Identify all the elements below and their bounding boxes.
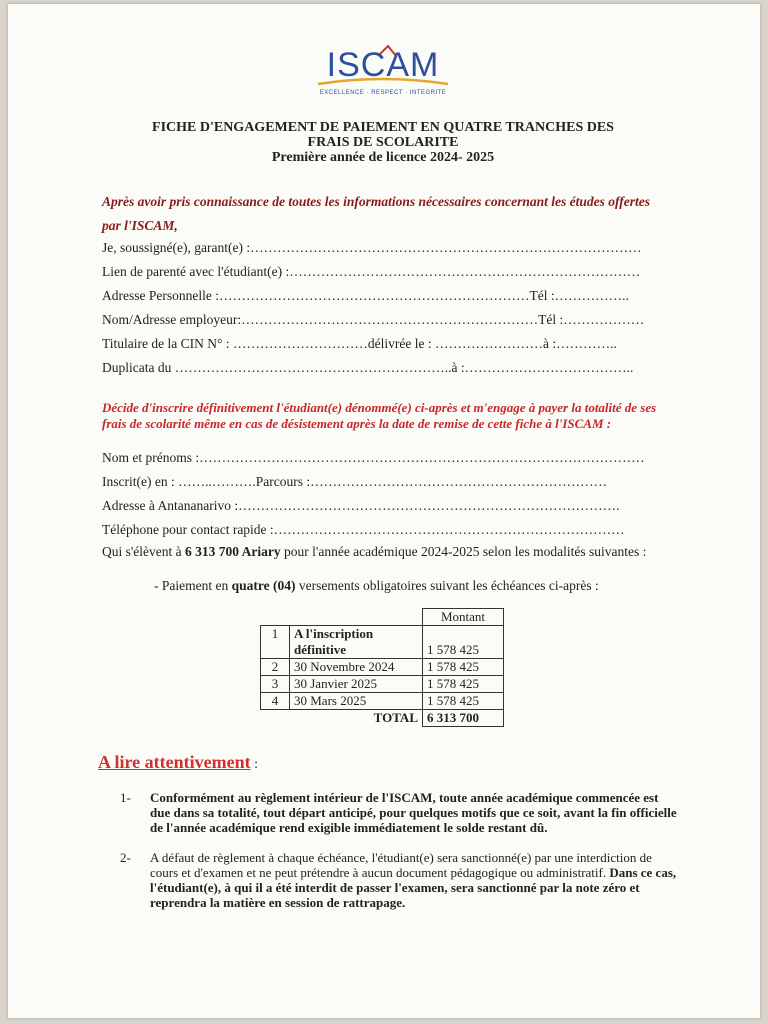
- field-student-name[interactable]: Nom et prénoms :………………………………………………………………………………………: [102, 450, 645, 465]
- decision-text: Décide d'inscrire définitivement l'étudiant(e) dénommé(e) ci-après et m'engage à payer la totalité de ses frais de scolarité même en cas de désistement après la date de remise de cette fiche à l'ISCAM :: [102, 400, 657, 431]
- row-number: 4: [261, 693, 290, 710]
- total-amount: 6 313 700: [423, 710, 504, 727]
- row-amount: 1 578 425: [423, 626, 504, 659]
- amount-before: Qui s'élèvent à: [102, 544, 186, 559]
- warning-heading: [98, 752, 258, 773]
- field-address-tana[interactable]: Adresse à Antananarivo :………………………………………………………………………….: [102, 498, 620, 513]
- row-number: 3: [261, 676, 290, 693]
- amount-after: pour l'année académique 2024-2025 selon les modalités suivantes :: [280, 544, 647, 559]
- logo-tagline: EXCELLENCE · RESPECT · INTEGRITE: [319, 90, 447, 96]
- table-row: [261, 693, 504, 710]
- row-label: 30 Novembre 2024: [290, 659, 423, 676]
- note-2: [120, 850, 680, 910]
- note-1: [120, 790, 680, 835]
- field-enrolled[interactable]: Inscrit(e) en : ……..……….Parcours :…………………………………………………………: [102, 474, 608, 489]
- field-relationship[interactable]: Lien de parenté avec l'étudiant(e) :……………………………………………………………………: [102, 264, 641, 279]
- bullet-bold: quatre (04): [231, 578, 296, 593]
- title-line-2: FRAIS DE SCOLARITE: [307, 135, 459, 150]
- row-label: 30 Mars 2025: [290, 693, 423, 710]
- note-bold-text: Dans ce cas, l'étudiant(e), à qui il a été interdit de passer l'examen, sera sanctionné par la note zéro et reprendra la matière en session de rattrapage.: [150, 865, 677, 910]
- row-amount: 1 578 425: [423, 676, 504, 693]
- field-cin[interactable]: Titulaire de la CIN N° : …………………………délivrée le : ……………………à :…………..: [102, 336, 617, 351]
- field-personal-address[interactable]: Adresse Personnelle :……………………………………………………………Tél :……………..: [102, 288, 629, 303]
- table-total-row: [261, 710, 504, 727]
- intro-text: Après avoir pris connaissance de toutes les informations nécessaires concernant les études offertes par l'ISCAM,: [102, 194, 651, 233]
- payment-schedule-table: [260, 608, 504, 727]
- amount-paragraph: [102, 544, 662, 559]
- iscam-logo: [308, 44, 458, 104]
- field-employer[interactable]: Nom/Adresse employeur:…………………………………………………………Tél :………………: [102, 312, 645, 327]
- row-label: 30 Janvier 2025: [290, 676, 423, 693]
- bullet-before: - Paiement en: [154, 578, 232, 593]
- logo-text: ISCAM: [326, 46, 440, 84]
- note-normal-text: A défaut de règlement à chaque échéance, l'étudiant(e) sera sanctionné(e) par une interdiction de cours et d'examen et ne peut prétendre à aucun document pédagogique ou administratif.: [150, 850, 652, 880]
- document-page: [8, 4, 760, 1018]
- total-label: TOTAL: [373, 710, 418, 725]
- warning-heading-text: A lire attentivement: [98, 752, 251, 772]
- row-number: 2: [261, 659, 290, 676]
- field-phone[interactable]: Téléphone pour contact rapide :……………………………………………………………………: [102, 522, 625, 537]
- table-row: [261, 626, 504, 659]
- title-line-1: FICHE D'ENGAGEMENT DE PAIEMENT EN QUATRE TRANCHES DES: [152, 120, 614, 135]
- title-line-3: Première année de licence 2024- 2025: [271, 150, 495, 165]
- row-amount: 1 578 425: [423, 693, 504, 710]
- table-header-row: [261, 609, 504, 626]
- bullet-after: versements obligatoires suivant les échéances ci-après :: [295, 578, 599, 593]
- document-title: [88, 120, 678, 165]
- amount-value: 6 313 700 Ariary: [185, 544, 281, 559]
- note-bold-text: Conformément au règlement intérieur de l'ISCAM, toute année académique commencée est due dans sa totalité, tout départ anticipé, pour quelques motifs que ce soit, avant la fin officielle de l'année académique rend exigible immédiatement le solde restant dû.: [150, 790, 677, 835]
- field-guarantor[interactable]: Je, soussigné(e), garant(e) :……………………………………………………………………………: [102, 240, 642, 255]
- row-label: A l'inscription définitive: [290, 626, 423, 659]
- table-row: [261, 659, 504, 676]
- column-header-amount: Montant: [423, 609, 504, 626]
- note-number: 2-: [120, 850, 131, 865]
- table-row: [261, 676, 504, 693]
- row-amount: 1 578 425: [423, 659, 504, 676]
- payment-bullet: [154, 578, 674, 594]
- warning-heading-suffix: :: [250, 757, 259, 772]
- field-duplicata[interactable]: Duplicata du ……………………………………………………..à :………………………………..: [102, 360, 634, 375]
- row-number: 1: [261, 626, 290, 659]
- note-number: 1-: [120, 790, 131, 805]
